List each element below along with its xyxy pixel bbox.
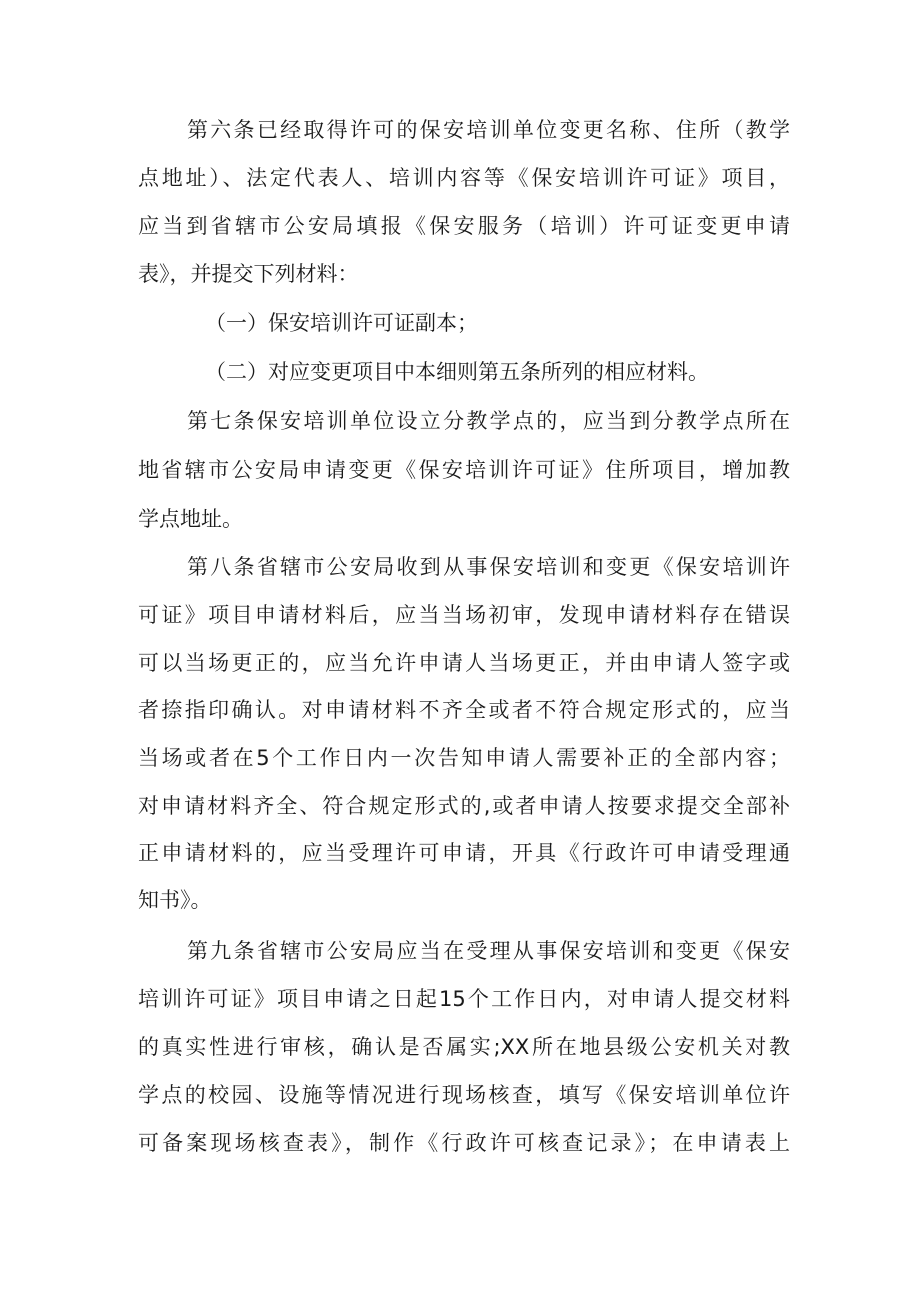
article-6-line-4: 表》，并提交下列材料： bbox=[138, 262, 359, 286]
article-9-line-2: 培训许可证》项目申请之日起15个工作日内，对申请人提交材料 bbox=[138, 987, 790, 1011]
article-6-line-2: 点地址）、法定代表人、培训内容等《保安培训许可证》项目， bbox=[138, 166, 790, 190]
article-8-line-5: 当场或者在5个工作日内一次告知申请人需要补正的全部内容； bbox=[138, 746, 790, 770]
article-8-line-2: 可证》项目申请材料后，应当当场初审，发现申请材料存在错误 bbox=[138, 603, 790, 627]
article-7-line-1: 第七条保安培训单位设立分教学点的，应当到分教学点所在 bbox=[187, 409, 790, 433]
article-8-line-7: 正申请材料的，应当受理许可申请，开具《行政许可申请受理通 bbox=[138, 841, 790, 865]
article-8-line-6: 对申请材料齐全、符合规定形式的,或者申请人按要求提交全部补 bbox=[138, 794, 790, 818]
article-8-line-1: 第八条省辖市公安局收到从事保安培训和变更《保安培训许 bbox=[187, 555, 790, 579]
article-6-line-3: 应当到省辖市公安局填报《保安服务（培训）许可证变更申请 bbox=[138, 214, 790, 238]
article-8-line-8: 知书》。 bbox=[138, 888, 212, 912]
article-6-item-1: （一）保安培训许可证副本； bbox=[205, 311, 478, 335]
article-7-line-2: 地省辖市公安局申请变更《保安培训许可证》住所项目，增加教 bbox=[138, 458, 790, 482]
article-9-line-3: 的真实性进行审核，确认是否属实;XX所在地县级公安机关对教 bbox=[138, 1035, 790, 1059]
article-9-line-4: 学点的校园、设施等情况进行现场核查，填写《保安培训单位许 bbox=[138, 1083, 790, 1107]
article-6-line-1: 第六条已经取得许可的保安培训单位变更名称、住所（教学 bbox=[187, 118, 790, 142]
article-9-line-1: 第九条省辖市公安局应当在受理从事保安培训和变更《保安 bbox=[187, 939, 790, 963]
article-9-line-5: 可备案现场核查表》，制作《行政许可核查记录》；在申请表上 bbox=[138, 1131, 790, 1155]
article-6-item-2: （二）对应变更项目中本细则第五条所列的相应材料。 bbox=[205, 360, 709, 384]
article-8-line-3: 可以当场更正的，应当允许申请人当场更正，并由申请人签字或 bbox=[138, 651, 790, 675]
article-8-line-4: 者捺指印确认。对申请材料不齐全或者不符合规定形式的，应当 bbox=[138, 698, 790, 722]
article-7-line-3: 学点地址。 bbox=[138, 507, 243, 531]
